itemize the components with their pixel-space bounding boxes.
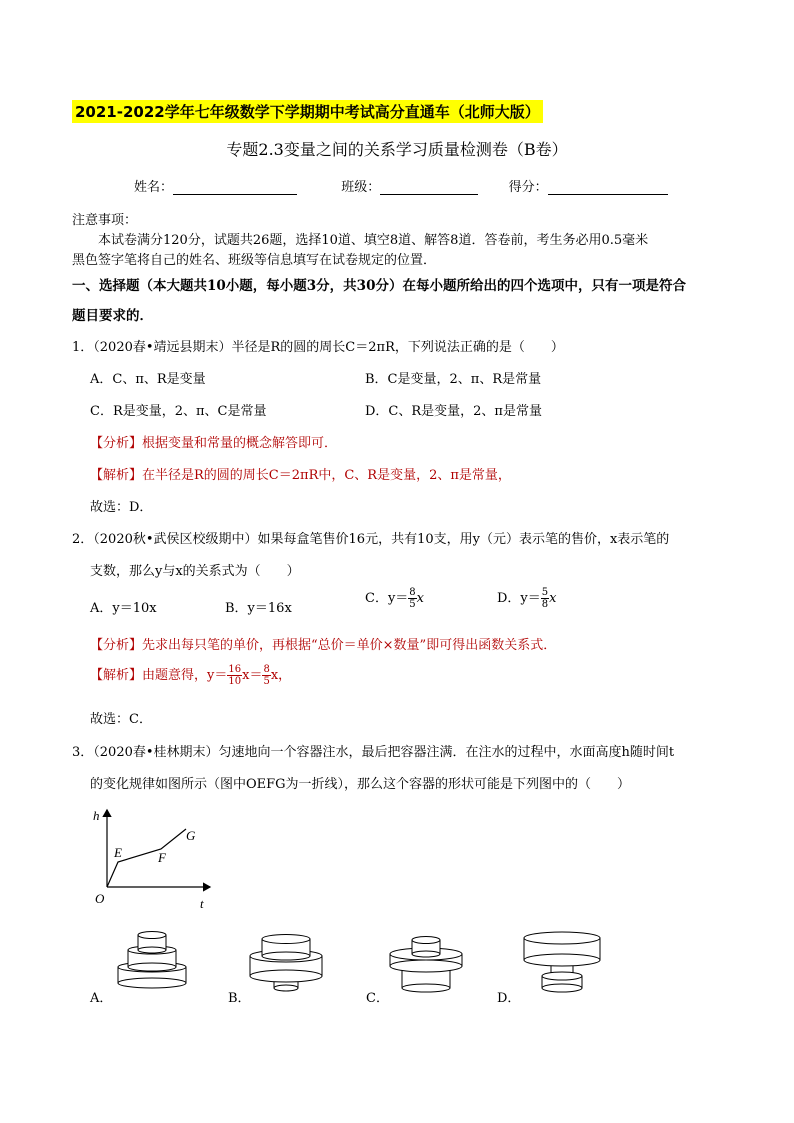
option-prefix: C．y＝ [365, 591, 409, 606]
solution-prefix: 由题意得，y＝ [142, 668, 228, 683]
option-prefix: D．y＝ [497, 591, 541, 606]
variable-x: x [416, 591, 425, 606]
numerator: 16 [228, 664, 242, 675]
label-G: G [186, 828, 196, 843]
q3-option-a-container[interactable] [112, 925, 192, 995]
notes-line-1: 本试卷满分120分，试题共26题，选择10道、填空8道、解答8道．答卷前，考生务必用0.5毫米 [98, 233, 649, 248]
fraction [541, 587, 549, 610]
fraction [408, 587, 416, 610]
numerator: 8 [409, 587, 416, 598]
denominator: 5 [409, 599, 416, 610]
class-blank[interactable] [380, 179, 478, 195]
notes-title: 注意事项： [72, 213, 138, 228]
q3-option-b-container[interactable] [246, 930, 326, 998]
score-blank[interactable] [548, 179, 668, 195]
q3-option-d-container[interactable] [520, 928, 604, 1000]
fraction [262, 664, 270, 687]
q1-stem: 1．（2020春•靖远县期末）半径是R的圆的周长C＝2πR，下列说法正确的是（ ） [72, 340, 564, 355]
q1-analysis [90, 432, 337, 451]
q2-stem-line-1: 2．（2020秋•武侯区校级期中）如果每盒笔售价16元，共有10支，用y（元）表示笔的售价，x表示笔的 [72, 532, 670, 547]
label-F: F [158, 850, 166, 865]
section-heading-line-2: 题目要求的． [72, 308, 153, 324]
q2-option-d[interactable] [497, 587, 557, 610]
label-O: O [95, 891, 105, 906]
label-h: h [93, 808, 100, 823]
q3-option-b-label[interactable]: B． [228, 991, 251, 1006]
score-label: 得分： [508, 180, 548, 195]
name-label: 姓名： [134, 180, 174, 195]
q2-option-c[interactable] [365, 587, 424, 610]
analysis-text: 根据变量和常量的概念解答即可． [142, 436, 338, 451]
label-t: t [200, 896, 204, 911]
analysis-text: 先求出每只笔的单价，再根据“总价＝单价×数量”即可得出函数关系式． [142, 638, 557, 653]
q2-solution [90, 664, 291, 687]
analysis-tag: 【分析】 [90, 436, 143, 451]
q1-option-a[interactable]: A．C、π、R是变量 [90, 372, 206, 387]
denominator: 5 [263, 676, 270, 687]
fraction [227, 664, 242, 687]
q1-option-d[interactable]: D．C、R是变量，2、π是常量 [365, 404, 542, 419]
q2-analysis [90, 634, 556, 653]
q2-answer: 故选：C． [90, 712, 152, 727]
q3-option-d-label[interactable]: D． [497, 991, 521, 1006]
numerator: 8 [263, 664, 270, 675]
solution-tag: 【解析】 [90, 668, 143, 683]
analysis-tag: 【分析】 [90, 638, 143, 653]
q2-option-a[interactable]: A．y＝10x [90, 601, 157, 616]
q1-answer: 故选：D． [90, 500, 153, 515]
solution-text: 在半径是R的圆的周长C＝2πR中，C、R是变量，2、π是常量， [142, 468, 511, 483]
q3-stem-line-2: 的变化规律如图所示（图中OEFG为一折线），那么这个容器的形状可能是下列图中的（ ） [90, 777, 631, 792]
denominator: 10 [228, 676, 242, 687]
denominator: 8 [541, 599, 549, 610]
q1-solution [90, 464, 511, 483]
q1-option-b[interactable]: B．C是变量，2、π、R是常量 [365, 372, 542, 387]
q3-option-c-container[interactable] [386, 930, 466, 998]
q3-height-time-graph [85, 800, 225, 915]
class-label: 班级： [341, 180, 381, 195]
solution-tag: 【解析】 [90, 468, 143, 483]
solution-mid: x＝ [242, 668, 263, 683]
name-blank[interactable] [173, 179, 297, 195]
q2-stem-line-2: 支数，那么y与x的关系式为（ ） [90, 564, 300, 579]
solution-end: x， [270, 668, 292, 683]
q2-option-b[interactable]: B．y＝16x [225, 601, 292, 616]
notes-line-2: 黑色签字笔将自己的姓名、班级等信息填写在试卷规定的位置． [72, 253, 437, 268]
q3-option-a-label[interactable]: A． [90, 991, 113, 1006]
q3-option-c-label[interactable]: C． [366, 991, 389, 1006]
section-heading-line-1: 一、选择题（本大题共10小题，每小题3分，共30分）在每小题所给出的四个选项中，只有一项是符合 [72, 278, 686, 294]
series-banner: 2021-2022学年七年级数学下学期期中考试高分直通车（北师大版） [72, 100, 543, 123]
q3-stem-line-1: 3．（2020春•桂林期末）匀速地向一个容器注水，最后把容器注满．在注水的过程中，水面高度h随时间t [72, 745, 675, 760]
q1-option-c[interactable]: C．R是变量，2、π、C是常量 [90, 404, 267, 419]
page-title: 专题2.3变量之间的关系学习质量检测卷（B卷） [226, 140, 568, 159]
student-info-row [134, 176, 668, 195]
label-E: E [114, 845, 122, 860]
numerator: 5 [541, 587, 549, 598]
variable-x: x [549, 591, 557, 606]
